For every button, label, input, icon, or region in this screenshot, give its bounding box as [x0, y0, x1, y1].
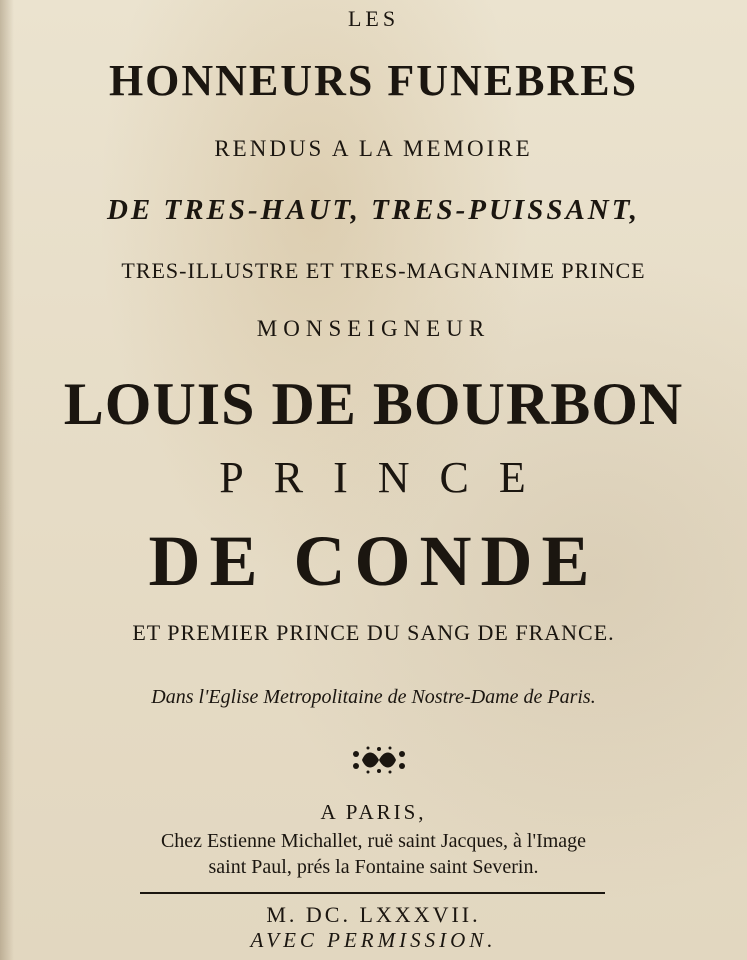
title-tres-illustre: TRES-ILLUSTRE ET TRES-MAGNANIME PRINCE: [121, 258, 646, 283]
imprint-city: A PARIS,: [320, 800, 427, 824]
title-eglise: Dans l'Eglise Metropolitaine de Nostre-Dame de Paris.: [151, 686, 596, 708]
title-de-conde: DE CONDE: [148, 521, 599, 601]
title-monseigneur: MONSEIGNEUR: [256, 316, 491, 341]
imprint-publisher: Chez Estienne Michallet, ruë saint Jacques, à l'Image: [160, 830, 587, 852]
title-les: LES: [347, 6, 400, 31]
title-honneurs-funebres: HONNEURS FUNEBRES: [108, 56, 639, 105]
imprint-address: saint Paul, prés la Fontaine saint Severin.: [208, 856, 539, 878]
title-premier-prince: ET PREMIER PRINCE DU SANG DE FRANCE.: [132, 620, 615, 645]
imprint-rule: [140, 892, 605, 894]
fleuron-ornament: [348, 744, 410, 776]
imprint-date: M. DC. LXXXVII.: [266, 902, 481, 927]
title-prince: PRINCE: [219, 453, 556, 502]
title-louis-de-bourbon: LOUIS DE BOURBON: [63, 371, 684, 437]
title-rendus: RENDUS A LA MEMOIRE: [214, 136, 533, 161]
imprint-permission: AVEC PERMISSION.: [250, 928, 497, 952]
title-de-tres-haut: DE TRES-HAUT, TRES-PUISSANT,: [106, 194, 641, 226]
